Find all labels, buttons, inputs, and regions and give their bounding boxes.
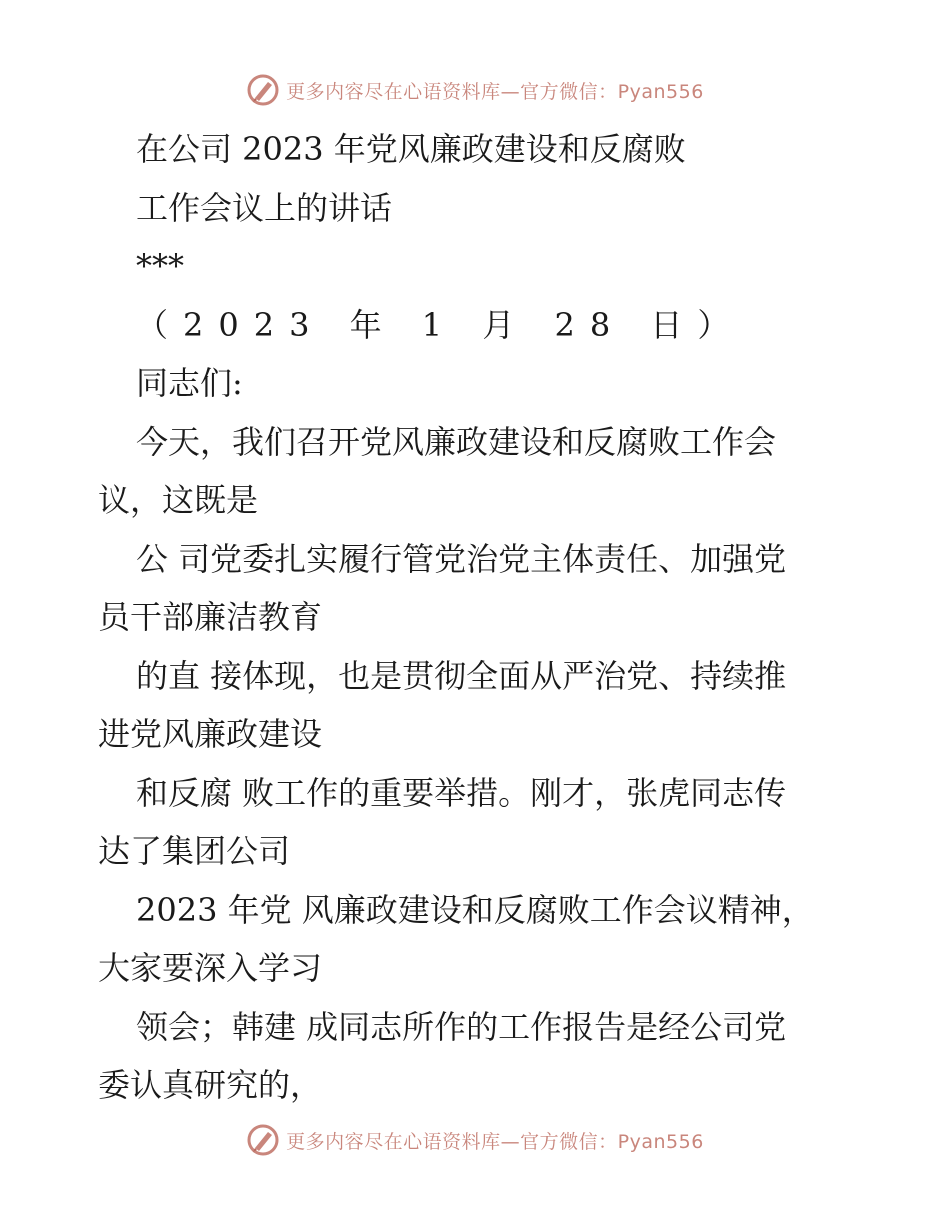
paragraph-line: 大家要深入学习 xyxy=(98,949,323,987)
salutation: 同志们: xyxy=(136,364,243,402)
document-body xyxy=(98,120,838,1115)
pen-logo-icon xyxy=(246,1123,280,1157)
paragraph-line: 的直 接体现，也是贯彻全面从严治党、持续推 xyxy=(136,656,787,695)
paragraph-line: 委认真研究的， xyxy=(98,1066,323,1104)
author: *** xyxy=(136,247,184,285)
title-line-1: 在公司 2023 年党风廉政建设和反腐败 xyxy=(136,130,686,168)
paragraph-line: 进党风廉政建设 xyxy=(98,715,323,753)
paragraph-line: 达了集团公司 xyxy=(98,832,291,870)
paragraph-line: 领会；韩建 成同志所作的工作报告是经公司党 xyxy=(136,1007,787,1046)
paragraph-line: 2023 年党 风廉政建设和反腐败工作会议精神， xyxy=(136,890,814,929)
watermark-text: 更多内容尽在心语资料库—官方微信：Pyan556 xyxy=(286,1130,704,1153)
pen-logo-icon xyxy=(246,73,280,107)
paragraph-line: 员干部廉洁教育 xyxy=(98,598,323,636)
watermark-text: 更多内容尽在心语资料库—官方微信：Pyan556 xyxy=(286,80,704,103)
title-line-2: 工作会议上的讲话 xyxy=(136,188,393,227)
paragraph-line: 和反腐 败工作的重要举措。刚才，张虎同志传 xyxy=(136,773,787,812)
paragraph-line: 公 司党委扎实履行管党治党主体责任、加强党 xyxy=(136,539,787,578)
paragraph-line: 今天，我们召开党风廉政建设和反腐败工作会 xyxy=(136,422,777,461)
watermark-header xyxy=(0,70,950,110)
speech-date: （2023 年 1 月 28 日） xyxy=(136,305,745,344)
watermark-footer xyxy=(0,1120,950,1160)
paragraph-line: 议，这既是 xyxy=(98,481,259,519)
